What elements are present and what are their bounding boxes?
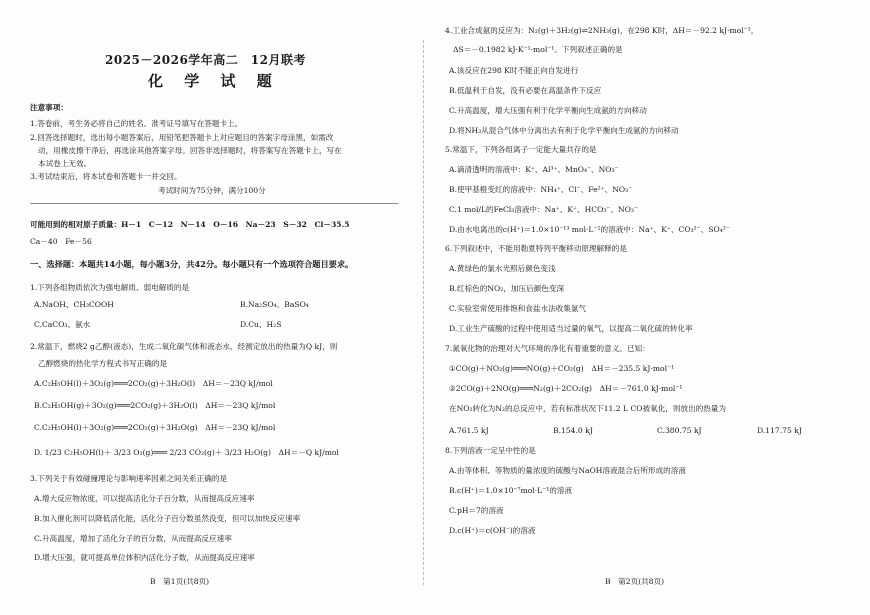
option-b: B.低温利于自发，没有必要在高温条件下反应 xyxy=(449,86,602,95)
option-a: A.黄绿色的氯水光照后颜色变浅 xyxy=(449,264,556,273)
question-3-stem: 3.下列关于有效碰撞理论与影响速率因素之间关系正确的是 xyxy=(30,474,228,483)
question-2-stem: 乙醇燃烧的热化学方程式书写正确的是 xyxy=(38,359,168,368)
option-d: D.117.75 kJ xyxy=(757,426,802,435)
exam-time: 考试时间为75分钟，满分100分 xyxy=(158,186,266,195)
option-a: A.增大反应物浓度，可以提高活化分子百分数，从而提高反应速率 xyxy=(34,494,255,503)
question-5-stem: 5.常温下，下列各组离子一定能大量共存的是 xyxy=(445,145,597,154)
question-4-stem: ΔS＝－0.1982 kJ·K⁻¹·mol⁻¹。下列叙述正确的是 xyxy=(453,45,623,54)
right-page xyxy=(445,0,845,615)
question-4-stem: 4.工业合成氨的反应为：N₂(g)＋3H₂(g)⇌2NH₃(g)，在298 K时，ΔH＝－92.2 kJ·mol⁻¹， xyxy=(445,26,759,35)
question-7-stem: 7.氮氧化物的治理对大气环境的净化有着重要的意义。已知： xyxy=(445,344,650,353)
question-7-stem: 在NO₂转化为N₂的总反应中，若有标准状况下11.2 L CO被氧化，则放出的热量为 xyxy=(449,404,727,413)
option-b: B.红棕色的NO₂，加压后颜色变深 xyxy=(449,284,565,293)
atomic-mass-line2: Ca－40 Fe－56 xyxy=(30,237,92,246)
option-a: A.NaOH、CH₃COOH xyxy=(34,300,114,309)
option-a: A.由等体积、等物质的量浓度的硫酸与NaOH溶液混合后所形成的溶液 xyxy=(449,466,686,475)
exam-title: 2025－2026学年高二 12月联考 xyxy=(105,53,306,67)
page-footer: B 第1页(共8页) xyxy=(150,577,210,586)
option-b: B.c(H⁺)＝1.0×10⁻⁷mol·L⁻¹的溶液 xyxy=(449,486,573,495)
notice-item: 3.考试结束后，将本试卷和答题卡一并交回。 xyxy=(30,172,182,181)
option-d: D.工业生产硫酸的过程中使用适当过量的氧气，以提高二氧化硫的转化率 xyxy=(449,324,693,333)
atomic-mass-line1: 可能用到的相对原子质量：H－1 C－12 N－14 O－16 Na－23 S－32 Cl－35.5 xyxy=(30,220,350,229)
page-footer: B 第2页(共8页) xyxy=(605,577,665,586)
equation-1: ①CO(g)＋NO₂(g)═══NO(g)＋CO₂(g) ΔH＝－235.5 kJ·mol⁻¹ xyxy=(449,364,675,373)
notice-item: 动，用橡皮擦干净后，再选涂其他答案字母。回答非选择题时，将答案写在答题卡上，写在 xyxy=(38,146,342,155)
option-c: C.CaCO₃、氨水 xyxy=(34,320,91,329)
option-b: B.Na₂SO₄、BaSO₄ xyxy=(240,300,309,309)
notice-item: 1.答卷前，考生务必将自己的姓名、准考证号填写在答题卡上。 xyxy=(30,119,243,128)
question-8-stem: 8.下列溶液一定呈中性的是 xyxy=(445,446,536,455)
question-1-stem: 1.下列各组物质依次为强电解质、弱电解质的是 xyxy=(30,283,190,292)
option-c: C.pH＝7的溶液 xyxy=(449,506,504,515)
option-c: C.升高温度，增加了活化分子的百分数，从而提高反应速率 xyxy=(34,534,232,543)
option-c: C.C₂H₅OH(l)＋3O₂(g)═══2CO₂(g)＋3H₂O(g) ΔH＝－23Q kJ/mol xyxy=(34,423,276,432)
notice-item: 本试卷上无效。 xyxy=(38,159,92,168)
question-2-stem: 2.常温下，燃烧2 g乙醇(液态)，生成二氧化碳气体和液态水，经测定放出的热量为Q kJ，则 xyxy=(30,342,338,351)
option-b: B.使甲基橙变红的溶液中：NH₄⁺、Cl⁻、Fe²⁺、NO₃⁻ xyxy=(449,185,633,194)
notice-item: 2.回答选择题时，选出每小题答案后，用铅笔把答题卡上对应题目的答案字母涂黑，如需改 xyxy=(30,133,334,142)
divider-line xyxy=(30,203,398,204)
option-b: B.154.0 kJ xyxy=(553,426,593,435)
option-c: C.升高温度，增大压强有利于化学平衡向生成氨的方向移动 xyxy=(449,106,647,115)
option-d: D.由水电离出的c(H⁺)＝1.0×10⁻¹³ mol·L⁻¹的溶液中：Na⁺、K⁺、CO₃²⁻、SO₄²⁻ xyxy=(449,225,730,234)
option-d: D.Cu、H₂S xyxy=(240,320,282,329)
option-c: C.1 mol/L的FeCl₃溶液中：Na⁺、K⁺、HCO₃⁻、NO₃⁻ xyxy=(449,205,638,214)
option-c: C.380.75 kJ xyxy=(657,426,702,435)
option-b: B.加入催化剂可以降低活化能，活化分子百分数虽然没变，但可以加快反应速率 xyxy=(34,514,301,523)
option-d: D.增大压强，就可提高单位体积内活化分子数，从而提高反应速率 xyxy=(34,553,255,562)
left-page xyxy=(30,0,405,615)
option-a: A.该反应在298 K时不能正向自发进行 xyxy=(449,66,579,75)
exam-subject: 化 学 试 题 xyxy=(148,72,280,90)
option-b: B.C₂H₅OH(g)＋3O₂(g)═══2CO₂(g)＋3H₂O(l) ΔH＝－23Q kJ/mol xyxy=(34,401,276,410)
question-6-stem: 6.下列叙述中，不能用勒夏特列平衡移动原理解释的是 xyxy=(445,244,627,253)
notice-heading: 注意事项： xyxy=(30,103,68,112)
section-heading: 一、选择题：本题共14小题，每小题3分，共42分。每小题只有一个选项符合题目要求。 xyxy=(30,259,354,269)
option-a: A.滴清透明的溶液中：K⁺、Al³⁺、MnO₄⁻、NO₃⁻ xyxy=(449,165,619,174)
option-a: A.761.5 kJ xyxy=(449,426,489,435)
option-c: C.实验室常使用排饱和食盐水法收集氯气 xyxy=(449,304,587,313)
equation-2: ②2CO(g)＋2NO(g)═══N₂(g)＋2CO₂(g) ΔH＝－761.0 kJ·mol⁻¹ xyxy=(449,384,683,393)
option-d: D.c(H⁺)＝c(OH⁻)的溶液 xyxy=(449,526,536,535)
option-d: D.将NH₃从混合气体中分离出去有利于化学平衡向生成氨的方向移动 xyxy=(449,126,679,135)
option-a: A.C₂H₅OH(l)＋3O₂(g)═══2CO₂(g)＋3H₂O(l) ΔH＝－23Q kJ/mol xyxy=(34,379,273,388)
option-d: D. 1/23 C₂H₅OH(l)＋ 3/23 O₂(g)═══ 2/23 CO₂(g)＋ 3/23 H₂O(g) ΔH＝－Q kJ/mol xyxy=(34,448,339,457)
page-divider xyxy=(423,40,424,585)
